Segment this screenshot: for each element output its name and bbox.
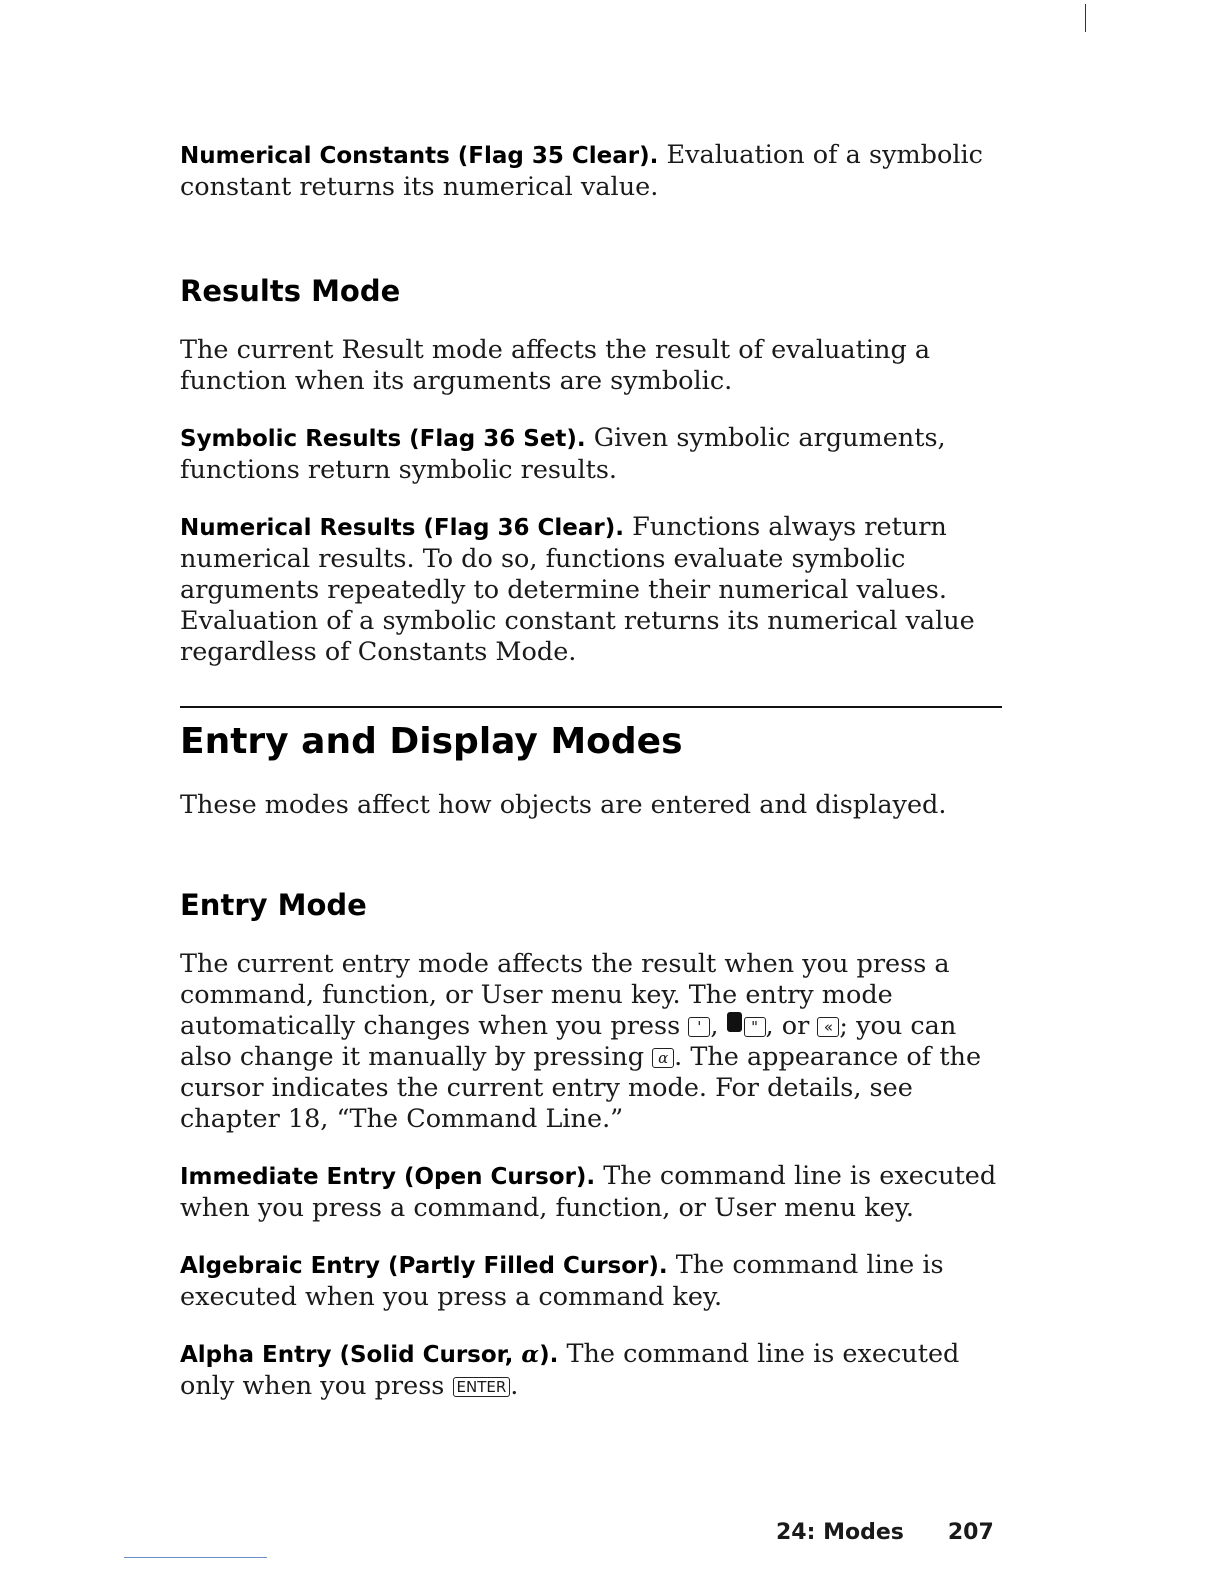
alpha-entry-paragraph [180, 1339, 1002, 1402]
entry-mode-intro-part3: . The appearance of the cursor indicates the current entry mode. For details, see chapter 18, “The Command Line.” [180, 1042, 982, 1134]
alpha-entry-runin-before: Alpha Entry (Solid Cursor, [180, 1342, 514, 1368]
entry-mode-intro [180, 949, 1002, 1135]
alpha-entry-runin-after: ). [539, 1342, 559, 1368]
symbolic-results-text: Given symbolic arguments, functions return symbolic results. [180, 423, 946, 485]
dquote-key: " [744, 1017, 766, 1037]
footer-divider [124, 1557, 267, 1558]
results-mode-intro: The current Result mode affects the result of evaluating a function when its arguments are symbolic. [180, 335, 931, 396]
entry-mode-heading: Entry Mode [180, 888, 367, 922]
numerical-results-runin: Numerical Results (Flag 36 Clear). [180, 515, 624, 541]
numerical-results-paragraph [180, 512, 1002, 668]
immediate-entry-runin: Immediate Entry (Open Cursor). [180, 1164, 596, 1190]
page-edge-mark [1085, 4, 1086, 32]
algebraic-entry-paragraph [180, 1250, 1002, 1313]
section-rule [180, 706, 1002, 708]
page-content [180, 140, 1002, 1402]
quote-key: ' [688, 1017, 710, 1037]
numerical-constants-text: Evaluation of a symbolic constant returns its numerical value. [180, 140, 983, 202]
alpha-symbol: α [521, 1341, 540, 1368]
symbolic-results-runin: Symbolic Results (Flag 36 Set). [180, 426, 586, 452]
entry-display-intro: These modes affect how objects are entered and displayed. [180, 790, 947, 820]
page-footer [776, 1520, 994, 1545]
alpha-entry-runin [180, 1342, 558, 1368]
entry-display-heading: Entry and Display Modes [180, 721, 683, 762]
symbolic-results-paragraph [180, 423, 1002, 486]
immediate-entry-text: The command line is executed when you press a command, function, or User menu key. [180, 1161, 997, 1223]
shift-key-icon [727, 1012, 742, 1032]
algebraic-entry-runin: Algebraic Entry (Partly Filled Cursor). [180, 1253, 668, 1279]
footer-chapter: 24: Modes [776, 1520, 904, 1545]
or-text: , or [765, 1011, 810, 1041]
enter-key: ENTER [453, 1377, 511, 1397]
comma-text: , [710, 1011, 719, 1041]
immediate-entry-paragraph [180, 1161, 1002, 1224]
results-mode-heading: Results Mode [180, 274, 401, 308]
entry-mode-intro-part2: ; you can also change it manually by pressing [180, 1011, 957, 1072]
numerical-constants-paragraph [180, 140, 1002, 203]
footer-page-number: 207 [947, 1520, 994, 1545]
alpha-key: α [652, 1048, 674, 1068]
alpha-entry-text: The command line is executed only when you press [180, 1339, 960, 1401]
program-key: « [817, 1017, 839, 1037]
numerical-results-text: Functions always return numerical results. To do so, functions evaluate symbolic arguments repeatedly to determine their numerical values. Evaluation of a symbolic constant returns its numerical value regardless of Constants Mode. [180, 512, 975, 667]
period-text: . [510, 1371, 519, 1401]
algebraic-entry-text: The command line is executed when you press a command key. [180, 1250, 944, 1312]
entry-mode-intro-part1: The current entry mode affects the result when you press a command, function, or User menu key. The entry mode automatically changes when you press [180, 949, 950, 1041]
numerical-constants-runin: Numerical Constants (Flag 35 Clear). [180, 143, 659, 169]
